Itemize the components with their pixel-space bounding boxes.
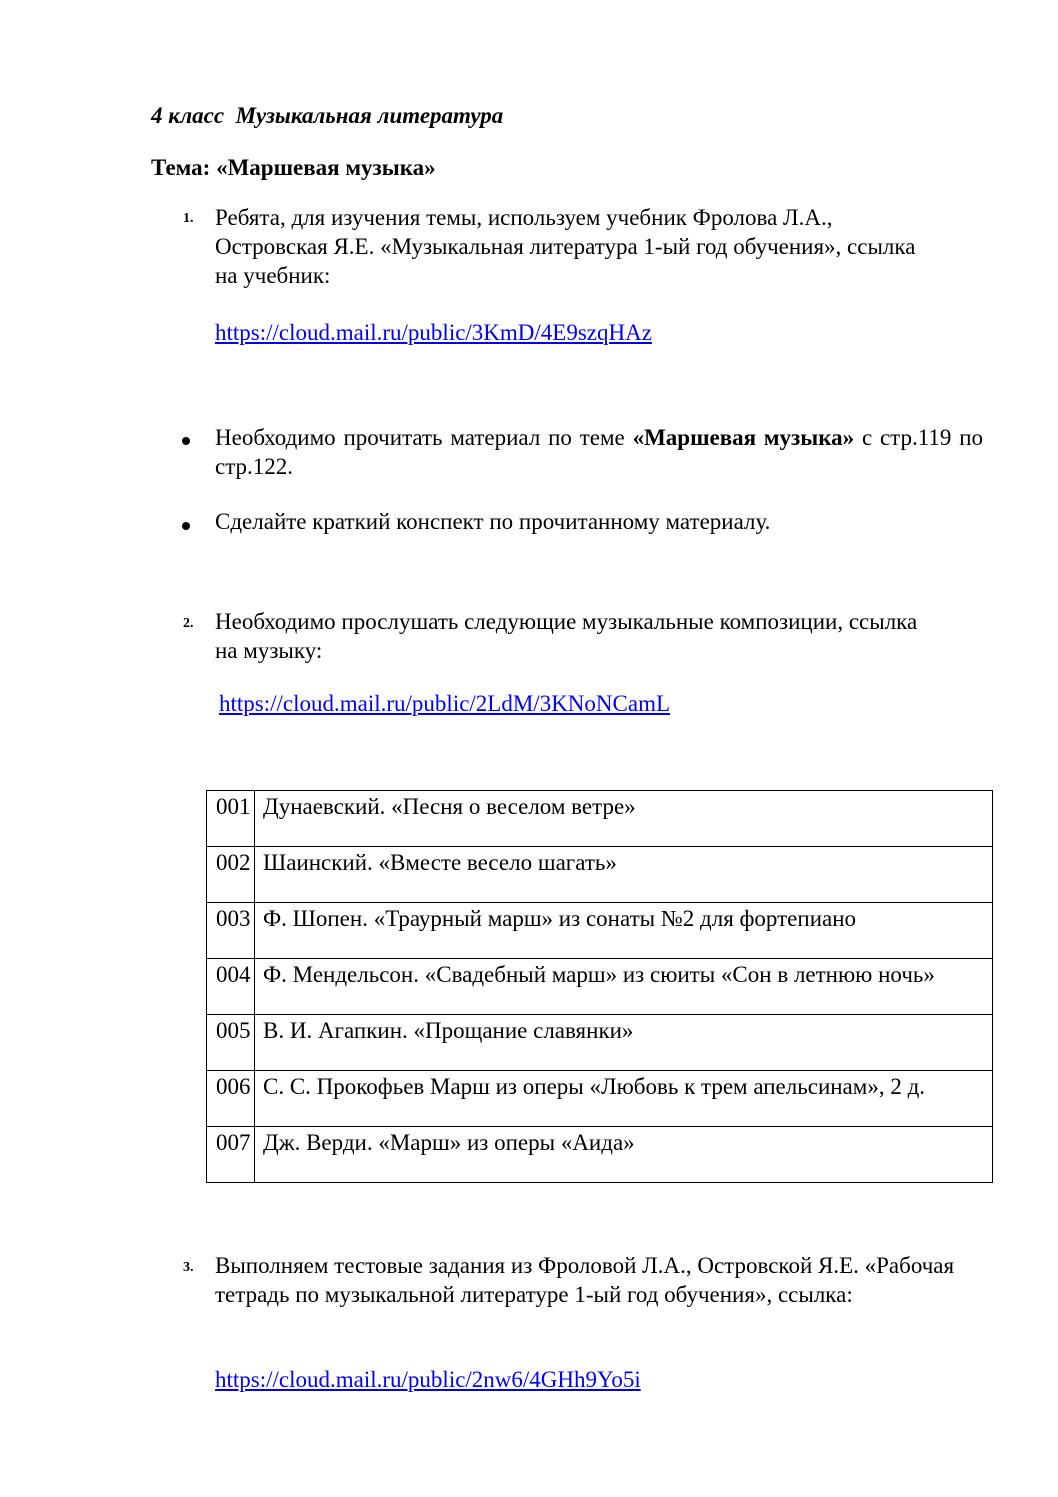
track-title: В. И. Агапкин. «Прощание славянки» [255,1015,993,1071]
table-row [207,959,993,1015]
section-2-text: Необходимо прослушать следующие музыкальные композиции, ссылка на музыку: [215,609,918,663]
table-row [207,847,993,903]
track-title: С. С. Прокофьев Марш из оперы «Любовь к трем апельсинам», 2 д. [255,1071,993,1127]
list-marker-3: 3. [183,1260,194,1275]
music-link[interactable]: https://cloud.mail.ru/public/2LdM/3KNoNCamL [219,691,671,716]
bullet-icon [182,437,190,445]
bullet-item-reading [215,423,983,481]
list-marker-2: 2. [183,616,194,631]
section-1-text: Ребята, для изучения темы, используем учебник Фролова Л.А., Островская Я.Е. «Музыкальная литература 1-ый год обучения», ссылка на учебник: [215,205,916,288]
workbook-link[interactable]: https://cloud.mail.ru/public/2nw6/4GHh9Yo5i [215,1367,641,1392]
tracks-table [206,790,993,1183]
track-title: Дунаевский. «Песня о веселом ветре» [255,791,993,847]
track-number: 003 [207,903,255,959]
track-title: Дж. Верди. «Марш» из оперы «Аида» [255,1127,993,1183]
bullet-item-reading-pages: с стр.119 по стр.122. [215,425,984,479]
textbook-link[interactable]: https://cloud.mail.ru/public/3KmD/4E9szqHAz [215,320,652,345]
track-number: 007 [207,1127,255,1183]
bullet-item-reading-text: Необходимо прочитать материал по теме [215,425,633,450]
table-row [207,791,993,847]
track-number: 001 [207,791,255,847]
bullet-icon [182,522,190,530]
page-title: 4 класс Музыкальная литература [151,103,504,128]
track-number: 005 [207,1015,255,1071]
topic-name-bold: «Маршевая музыка» [632,425,855,450]
track-number: 006 [207,1071,255,1127]
table-row [207,1015,993,1071]
track-title: Ф. Шопен. «Траурный марш» из сонаты №2 для фортепиано [255,903,993,959]
track-title: Шаинский. «Вместе весело шагать» [255,847,993,903]
section-3-text: Выполняем тестовые задания из Фроловой Л.А., Островской Я.Е. «Рабочая тетрадь по музыкальной литературе 1-ый год обучения», ссылка: [215,1253,955,1307]
table-row [207,1071,993,1127]
track-number: 002 [207,847,255,903]
table-row [207,1127,993,1183]
table-row [207,903,993,959]
topic-heading: Тема: «Маршевая музыка» [151,155,436,180]
track-number: 004 [207,959,255,1015]
bullet-item-summary: Сделайте краткий конспект по прочитанному материалу. [215,509,771,534]
track-title: Ф. Мендельсон. «Свадебный марш» из сюиты «Сон в летнюю ночь» [255,959,993,1015]
list-marker-1: 1. [183,211,194,226]
